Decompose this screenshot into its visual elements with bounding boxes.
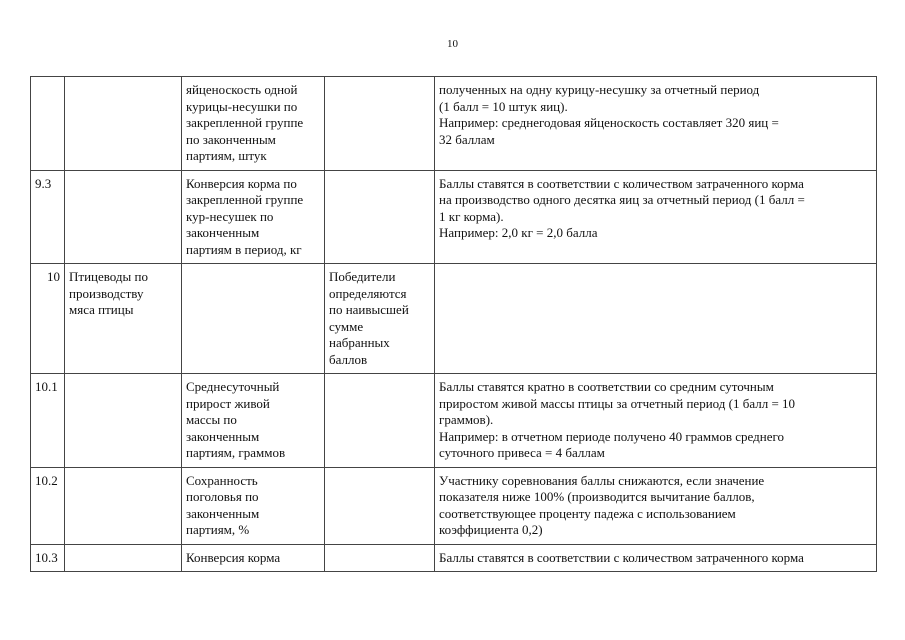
cell-text-line: производству bbox=[69, 285, 144, 301]
participant-group-cell bbox=[65, 467, 182, 544]
cell-text-line: (1 балл = 10 штук яиц). bbox=[439, 98, 568, 114]
cell-text-line: баллов bbox=[329, 351, 368, 367]
cell-text-line: набранных bbox=[329, 335, 390, 350]
winner-rule-cell bbox=[325, 374, 435, 468]
cell-text-line: поголовья по bbox=[186, 489, 259, 504]
participant-group-cell bbox=[65, 544, 182, 572]
cell-text-line: партиям, % bbox=[186, 522, 250, 537]
cell-text-line: Конверсия корма по bbox=[186, 175, 297, 191]
cell-text-line: Баллы ставятся в соответствии с количеством затраченного корма bbox=[439, 175, 804, 191]
item-number-cell bbox=[31, 170, 65, 264]
scoring-rule-cell bbox=[435, 170, 877, 264]
winner-rule-cell bbox=[325, 170, 435, 264]
cell-text-line: сумме bbox=[329, 318, 364, 334]
cell-text-line: суточного привеса = 4 баллам bbox=[439, 445, 605, 460]
cell-text-line: определяются bbox=[329, 285, 407, 301]
item-number-cell bbox=[31, 544, 65, 572]
cell-text-line: мяса птицы bbox=[69, 302, 134, 317]
cell-text: 10 bbox=[47, 269, 60, 284]
cell-text-line: прирост живой bbox=[186, 395, 270, 411]
winner-rule-cell bbox=[325, 77, 435, 171]
winner-rule-cell bbox=[325, 544, 435, 572]
cell-text-line: граммов). bbox=[439, 412, 494, 427]
table-row bbox=[31, 374, 877, 468]
cell-text-line: Например: 2,0 кг = 2,0 балла bbox=[439, 225, 598, 240]
item-number-cell bbox=[31, 77, 65, 171]
scoring-rule-cell bbox=[435, 374, 877, 468]
cell-text-line: яйценоскость одной bbox=[186, 82, 298, 97]
cell-text-line: Участнику соревнования баллы снижаются, если значение bbox=[439, 472, 765, 488]
winner-rule-cell bbox=[325, 467, 435, 544]
cell-text-line: показателя ниже 100% (производится вычитание баллов, bbox=[439, 489, 755, 504]
cell-text-line: по законченным bbox=[186, 131, 276, 147]
table-row bbox=[31, 77, 877, 171]
scoring-rule-cell bbox=[435, 544, 877, 572]
cell-text-line: Например: среднегодовая яйценоскость составляет 320 яиц = bbox=[439, 115, 779, 130]
cell-text-line: полученных на одну курицу-несушку за отчетный период bbox=[439, 82, 760, 97]
item-number-cell bbox=[31, 264, 65, 374]
cell-text-line: Победители bbox=[329, 269, 396, 284]
cell-text-line: Баллы ставятся кратно в соответствии со средним суточным bbox=[439, 379, 774, 394]
cell-text-line: партиям, штук bbox=[186, 148, 267, 163]
cell-text-line: Баллы ставятся в соответствии с количеством затраченного корма bbox=[439, 549, 804, 565]
cell-text-line: партиям, граммов bbox=[186, 445, 286, 460]
cell-text: 10.3 bbox=[35, 549, 58, 565]
cell-text-line: кур-несушек по bbox=[186, 208, 274, 224]
cell-text: 10.1 bbox=[35, 379, 58, 394]
indicator-cell bbox=[182, 170, 325, 264]
cell-text-line: Например: в отчетном периоде получено 40 граммов среднего bbox=[439, 428, 784, 444]
cell-text-line: на производство одного десятка яиц за отчетный период (1 балл = bbox=[439, 192, 805, 207]
cell-text: 9.3 bbox=[35, 175, 52, 191]
cell-text-line: законченным bbox=[186, 505, 260, 521]
indicator-cell bbox=[182, 467, 325, 544]
cell-text-line: законченным bbox=[186, 225, 260, 240]
indicator-cell bbox=[182, 77, 325, 171]
cell-text-line: закрепленной группе bbox=[186, 115, 304, 130]
scoring-rule-cell bbox=[435, 467, 877, 544]
indicator-cell bbox=[182, 264, 325, 374]
table-row bbox=[31, 467, 877, 544]
cell-text-line: Конверсия корма bbox=[186, 549, 281, 565]
item-number-cell bbox=[31, 374, 65, 468]
participant-group-cell bbox=[65, 77, 182, 171]
cell-text-line: закрепленной группе bbox=[186, 192, 304, 207]
winner-rule-cell bbox=[325, 264, 435, 374]
cell-text-line: массы по bbox=[186, 412, 237, 427]
cell-text-line: коэффициента 0,2) bbox=[439, 522, 543, 537]
cell-text-line: Сохранность bbox=[186, 472, 258, 488]
participant-group-cell bbox=[65, 170, 182, 264]
cell-text-line: приростом живой массы птицы за отчетный период (1 балл = 10 bbox=[439, 395, 796, 411]
cell-text-line: партиям в период, кг bbox=[186, 241, 302, 257]
cell-text-line: законченным bbox=[186, 428, 260, 444]
scoring-rule-cell bbox=[435, 77, 877, 171]
cell-text-line: по наивысшей bbox=[329, 302, 409, 317]
cell-text-line: Среднесуточный bbox=[186, 379, 280, 394]
table-row bbox=[31, 170, 877, 264]
participant-group-cell bbox=[65, 264, 182, 374]
page-number: 10 bbox=[447, 38, 458, 50]
scoring-rule-cell bbox=[435, 264, 877, 374]
item-number-cell bbox=[31, 467, 65, 544]
participant-group-cell bbox=[65, 374, 182, 468]
cell-text: 10.2 bbox=[35, 472, 58, 488]
indicator-cell bbox=[182, 544, 325, 572]
cell-text-line: Птицеводы по bbox=[69, 269, 148, 284]
table-row bbox=[31, 544, 877, 572]
cell-text-line: соответствующее проценту падежа с использованием bbox=[439, 505, 736, 521]
cell-text-line: 32 баллам bbox=[439, 131, 495, 147]
indicator-cell bbox=[182, 374, 325, 468]
cell-text-line: курицы-несушки по bbox=[186, 98, 298, 114]
table-row bbox=[31, 264, 877, 374]
cell-text-line: 1 кг корма). bbox=[439, 208, 504, 224]
criteria-table bbox=[30, 76, 877, 572]
